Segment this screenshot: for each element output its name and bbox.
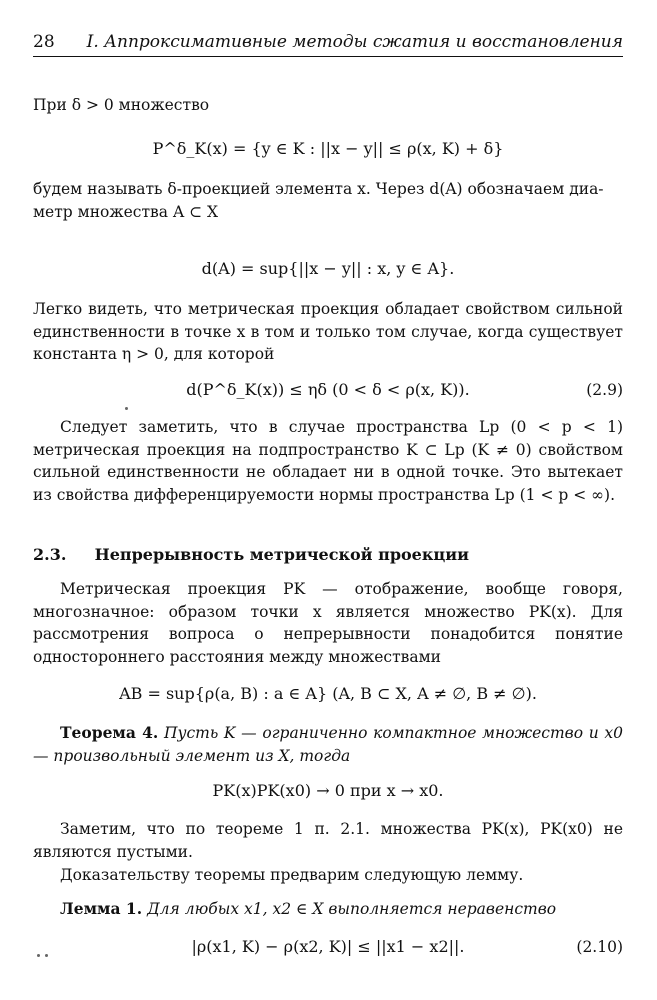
equation-2-10 <box>33 936 623 958</box>
equation-2-9 <box>33 379 623 401</box>
print-speck <box>125 407 128 410</box>
running-title: I. Аппроксимативные методы сжатия и восстановления <box>86 32 623 52</box>
paragraph-delta-definition <box>33 178 623 223</box>
page-number: 28 <box>33 32 55 52</box>
print-speck <box>37 954 40 957</box>
paragraph-line: метр множества A ⊂ X <box>33 202 219 221</box>
theorem-statement: Пусть K — ограниченно компактное множество и x0 — произвольный элемент из X, тогда <box>33 724 623 765</box>
equation-2-9-body: d(P^δ_K(x)) ≤ ηδ (0 < δ < ρ(x, K)). <box>186 380 470 399</box>
section-heading <box>33 544 623 566</box>
equation-theorem: PK(x)PK(x0) → 0 при x → x0. <box>212 781 444 800</box>
section-title: Непрерывность метрической проекции <box>94 545 469 564</box>
equation-2-10-body: |ρ(x1, K) − ρ(x2, K)| ≤ ||x1 − x2||. <box>191 937 465 956</box>
paragraph-line: будем называть δ-проекцией элемента x. Через d(A) обозначаем диа- <box>33 180 604 198</box>
lemma-label: Лемма 1. <box>60 899 143 918</box>
equation-one-sided-distance: AB = sup{ρ(a, B) : a ∈ A} (A, B ⊂ X, A ≠ ∅, B ≠ ∅). <box>119 684 537 703</box>
paragraph-nonempty-remark: Заметим, что по теореме 1 п. 2.1. множества PK(x), PK(x0) не являются пустыми. <box>33 820 623 861</box>
lemma-statement: Для любых x1, x2 ∈ X выполняется неравенство <box>147 900 557 918</box>
paragraph-lp-remark: Следует заметить, что в случае пространства Lp (0 < p < 1) метрическая проекция на подпространство K ⊂ Lp (K ≠ 0) свойством сильной единственности не обладает ни в одной точке. Это вытекает из свойства дифференцируемости нормы пространства Lp (1 < p < ∞). <box>33 418 623 504</box>
section-number: 2.3. <box>33 545 67 564</box>
equation-delta-projection: P^δ_K(x) = {y ∈ K : ||x − y|| ≤ ρ(x, K) + δ} <box>152 139 504 158</box>
paragraph-lemma-intro: Доказательству теоремы предварим следующую лемму. <box>60 866 524 884</box>
page-header <box>33 30 623 57</box>
print-speck <box>45 954 48 957</box>
theorem-label: Теорема 4. <box>60 723 159 742</box>
paragraph-strong-uniqueness: Легко видеть, что метрическая проекция обладает свойством сильной единственности в точке x в том и только том случае, когда существует константа η > 0, для которой <box>33 300 623 363</box>
equation-number: (2.10) <box>576 938 623 956</box>
paragraph-delta-intro: При δ > 0 множество <box>33 96 210 114</box>
paragraph-metric-projection: Метрическая проекция PK — отображение, вообще говоря, многозначное: образом точки x является множество PK(x). Для рассмотрения вопроса о непрерывности понадобится понятие одностороннего расстояния между множествами <box>33 580 623 666</box>
lemma-1 <box>33 898 623 921</box>
equation-number: (2.9) <box>586 381 623 399</box>
theorem-4 <box>33 722 623 767</box>
equation-diameter: d(A) = sup{||x − y|| : x, y ∈ A}. <box>201 259 455 278</box>
